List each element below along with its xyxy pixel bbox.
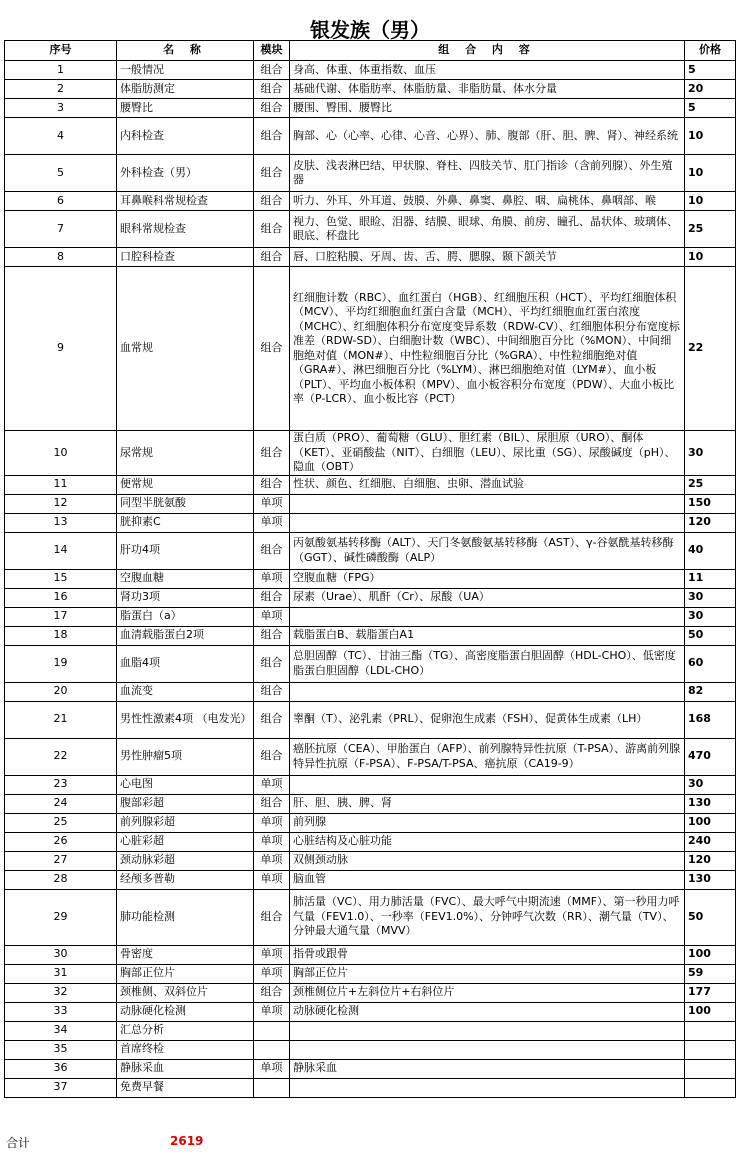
row-price: 30 xyxy=(685,431,736,476)
table-row xyxy=(5,118,736,155)
table-row xyxy=(5,267,736,431)
row-combo: 唇、口腔粘膜、牙周、齿、舌、腭、腮腺、颞下颌关节 xyxy=(290,248,685,267)
row-name: 脂蛋白（a） xyxy=(117,607,254,626)
row-no: 37 xyxy=(5,1078,117,1097)
table-row xyxy=(5,794,736,813)
row-no: 10 xyxy=(5,431,117,476)
row-no: 15 xyxy=(5,569,117,588)
row-price: 30 xyxy=(685,588,736,607)
row-combo: 红细胞计数（RBC）、血红蛋白（HGB）、红细胞压积（HCT）、平均红细胞体积（MCV）、平均红细胞血红蛋白含量（MCH）、平均红细胞血红蛋白浓度（MCHC）、红细胞体积分布宽度变异系数（RDW-CV）、红细胞体积分布宽度标准差（RDW-SD）、白细胞计数（WBC）、中间细胞百分比（%MON）、中间细胞绝对值（MON#）、中性粒细胞百分比（%GRA）、中性粒细胞绝对值（GRA#）、淋巴细胞百分比（%LYM）、淋巴细胞绝对值（LYM#）、血小板（PLT）、平均血小板体积（MPV）、血小板容积分布宽度（PDW）、大血小板比率（P-LCR）、血小板比容（PCT） xyxy=(290,267,685,431)
row-name: 经颅多普勒 xyxy=(117,870,254,889)
row-no: 20 xyxy=(5,682,117,701)
row-no: 2 xyxy=(5,80,117,99)
header-price: 价格 xyxy=(685,41,736,61)
row-module: 组合 xyxy=(254,701,290,738)
table-row xyxy=(5,211,736,248)
row-module: 单项 xyxy=(254,870,290,889)
row-name: 内科检查 xyxy=(117,118,254,155)
row-price: 50 xyxy=(685,626,736,645)
row-module: 组合 xyxy=(254,682,290,701)
row-combo: 心脏结构及心脏功能 xyxy=(290,832,685,851)
table-row xyxy=(5,1021,736,1040)
table-row xyxy=(5,889,736,945)
row-no: 1 xyxy=(5,61,117,80)
row-price: 10 xyxy=(685,118,736,155)
row-combo xyxy=(290,494,685,513)
row-name: 男性肿瘤5项 xyxy=(117,738,254,775)
row-combo: 睾酮（T）、泌乳素（PRL）、促卵泡生成素（FSH）、促黄体生成素（LH） xyxy=(290,701,685,738)
row-price: 20 xyxy=(685,80,736,99)
row-price: 82 xyxy=(685,682,736,701)
table-row xyxy=(5,682,736,701)
row-price: 10 xyxy=(685,248,736,267)
row-name: 血常规 xyxy=(117,267,254,431)
row-module: 单项 xyxy=(254,513,290,532)
row-combo: 肺活量（VC）、用力肺活量（FVC）、最大呼气中期流速（MMF）、第一秒用力呼气量（FEV1.0）、一秒率（FEV1.0%）、分钟呼气次数（RR）、潮气量（TV）、分钟最大通气量（MVV） xyxy=(290,889,685,945)
row-combo: 指骨或跟骨 xyxy=(290,945,685,964)
row-name: 口腔科检查 xyxy=(117,248,254,267)
row-price: 120 xyxy=(685,851,736,870)
table-row xyxy=(5,1059,736,1078)
table-row xyxy=(5,155,736,192)
table-row xyxy=(5,569,736,588)
row-name: 眼科常规检查 xyxy=(117,211,254,248)
row-name: 空腹血糖 xyxy=(117,569,254,588)
header-no: 序号 xyxy=(5,41,117,61)
row-module: 单项 xyxy=(254,964,290,983)
row-no: 22 xyxy=(5,738,117,775)
row-combo xyxy=(290,1040,685,1059)
page-title: 银发族（男） xyxy=(310,18,430,42)
row-module: 组合 xyxy=(254,211,290,248)
row-module: 组合 xyxy=(254,532,290,569)
row-no: 8 xyxy=(5,248,117,267)
row-no: 32 xyxy=(5,983,117,1002)
row-module: 单项 xyxy=(254,832,290,851)
row-price: 100 xyxy=(685,945,736,964)
row-name: 心电图 xyxy=(117,775,254,794)
row-module: 单项 xyxy=(254,813,290,832)
row-module: 组合 xyxy=(254,738,290,775)
table-row xyxy=(5,1040,736,1059)
table-row xyxy=(5,1078,736,1097)
row-price: 60 xyxy=(685,645,736,682)
row-name: 腰臀比 xyxy=(117,99,254,118)
row-module: 组合 xyxy=(254,61,290,80)
row-no: 13 xyxy=(5,513,117,532)
table-header-row xyxy=(5,41,736,61)
row-combo: 丙氨酸氨基转移酶（ALT）、天门冬氨酸氨基转移酶（AST）、γ-谷氨酰基转移酶（GGT）、碱性磷酸酶（ALP） xyxy=(290,532,685,569)
row-combo: 脑血管 xyxy=(290,870,685,889)
package-table xyxy=(4,40,736,1098)
row-name: 颈椎侧、双斜位片 xyxy=(117,983,254,1002)
row-name: 腹部彩超 xyxy=(117,794,254,813)
row-no: 11 xyxy=(5,475,117,494)
row-module: 单项 xyxy=(254,494,290,513)
row-no: 3 xyxy=(5,99,117,118)
row-name: 肺功能检测 xyxy=(117,889,254,945)
row-module: 单项 xyxy=(254,851,290,870)
row-name: 便常规 xyxy=(117,475,254,494)
header-name: 名 称 xyxy=(117,41,254,61)
table-row xyxy=(5,851,736,870)
row-combo: 性状、颜色、红细胞、白细胞、虫卵、潜血试验 xyxy=(290,475,685,494)
row-combo: 蛋白质（PRO）、葡萄糖（GLU）、胆红素（BIL）、尿胆原（URO）、酮体（KET）、亚硝酸盐（NIT）、白细胞（LEU）、尿比重（SG）、尿酸碱度（pH）、隐血（OBT） xyxy=(290,431,685,476)
table-row xyxy=(5,192,736,211)
row-module: 单项 xyxy=(254,569,290,588)
row-combo: 前列腺 xyxy=(290,813,685,832)
row-combo xyxy=(290,607,685,626)
row-name: 肾功3项 xyxy=(117,588,254,607)
table-row xyxy=(5,99,736,118)
row-combo: 视力、色觉、眼睑、泪器、结膜、眼球、角膜、前房、瞳孔、晶状体、玻璃体、眼底、杯盘比 xyxy=(290,211,685,248)
header-module: 模块 xyxy=(254,41,290,61)
row-price: 177 xyxy=(685,983,736,1002)
row-combo: 静脉采血 xyxy=(290,1059,685,1078)
row-module: 组合 xyxy=(254,889,290,945)
row-combo xyxy=(290,682,685,701)
row-combo: 身高、体重、体重指数、血压 xyxy=(290,61,685,80)
row-price: 50 xyxy=(685,889,736,945)
row-price: 22 xyxy=(685,267,736,431)
row-price xyxy=(685,1059,736,1078)
row-module: 单项 xyxy=(254,1002,290,1021)
row-no: 7 xyxy=(5,211,117,248)
row-no: 36 xyxy=(5,1059,117,1078)
row-module: 组合 xyxy=(254,99,290,118)
header-combo: 组 合 内 容 xyxy=(290,41,685,61)
row-no: 30 xyxy=(5,945,117,964)
row-combo: 双侧颈动脉 xyxy=(290,851,685,870)
row-price: 25 xyxy=(685,211,736,248)
table-row xyxy=(5,775,736,794)
row-no: 19 xyxy=(5,645,117,682)
row-price: 168 xyxy=(685,701,736,738)
row-no: 9 xyxy=(5,267,117,431)
row-price: 470 xyxy=(685,738,736,775)
row-combo xyxy=(290,1021,685,1040)
row-price xyxy=(685,1021,736,1040)
row-combo: 胸部、心（心率、心律、心音、心界）、肺、腹部（肝、胆、脾、肾）、神经系统 xyxy=(290,118,685,155)
row-price: 120 xyxy=(685,513,736,532)
row-name: 首席终检 xyxy=(117,1040,254,1059)
row-name: 免费早餐 xyxy=(117,1078,254,1097)
row-module: 单项 xyxy=(254,607,290,626)
row-name: 同型半胱氨酸 xyxy=(117,494,254,513)
row-module: 组合 xyxy=(254,80,290,99)
table-row xyxy=(5,832,736,851)
row-price: 59 xyxy=(685,964,736,983)
row-name: 血脂4项 xyxy=(117,645,254,682)
row-module xyxy=(254,1078,290,1097)
row-no: 23 xyxy=(5,775,117,794)
row-no: 34 xyxy=(5,1021,117,1040)
row-price: 240 xyxy=(685,832,736,851)
row-name: 骨密度 xyxy=(117,945,254,964)
row-name: 心脏彩超 xyxy=(117,832,254,851)
row-combo: 总胆固醇（TC）、甘油三酯（TG）、高密度脂蛋白胆固醇（HDL-CHO）、低密度脂蛋白胆固醇（LDL-CHO） xyxy=(290,645,685,682)
table-row xyxy=(5,983,736,1002)
row-no: 26 xyxy=(5,832,117,851)
row-price: 5 xyxy=(685,99,736,118)
row-combo: 胸部正位片 xyxy=(290,964,685,983)
row-name: 尿常规 xyxy=(117,431,254,476)
row-module: 组合 xyxy=(254,267,290,431)
row-name: 外科检查（男） xyxy=(117,155,254,192)
row-module xyxy=(254,1021,290,1040)
row-module: 组合 xyxy=(254,794,290,813)
table-row xyxy=(5,964,736,983)
row-no: 6 xyxy=(5,192,117,211)
row-combo xyxy=(290,775,685,794)
row-price: 10 xyxy=(685,192,736,211)
table-row xyxy=(5,813,736,832)
row-module: 组合 xyxy=(254,475,290,494)
row-no: 4 xyxy=(5,118,117,155)
table-body xyxy=(5,61,736,1098)
row-name: 体脂肪测定 xyxy=(117,80,254,99)
table-row xyxy=(5,475,736,494)
row-name: 肝功4项 xyxy=(117,532,254,569)
total-label: 合计 xyxy=(6,1136,31,1150)
table-row xyxy=(5,945,736,964)
table-row xyxy=(5,701,736,738)
row-combo: 尿素（Urae）、肌酐（Cr）、尿酸（UA） xyxy=(290,588,685,607)
row-price: 100 xyxy=(685,813,736,832)
row-price: 130 xyxy=(685,794,736,813)
row-no: 16 xyxy=(5,588,117,607)
row-combo: 癌胚抗原（CEA）、甲胎蛋白（AFP）、前列腺特异性抗原（T-PSA）、游离前列腺特异性抗原（F-PSA）、F-PSA/T-PSA、癌抗原（CA19-9） xyxy=(290,738,685,775)
row-price: 25 xyxy=(685,475,736,494)
row-combo: 载脂蛋白B、载脂蛋白A1 xyxy=(290,626,685,645)
row-name: 胸部正位片 xyxy=(117,964,254,983)
row-module: 组合 xyxy=(254,983,290,1002)
table-row xyxy=(5,607,736,626)
row-no: 33 xyxy=(5,1002,117,1021)
row-price xyxy=(685,1040,736,1059)
row-name: 血流变 xyxy=(117,682,254,701)
row-no: 12 xyxy=(5,494,117,513)
row-combo: 基础代谢、体脂肪率、体脂肪量、非脂肪量、体水分量 xyxy=(290,80,685,99)
row-module: 单项 xyxy=(254,775,290,794)
row-combo: 动脉硬化检测 xyxy=(290,1002,685,1021)
row-price: 10 xyxy=(685,155,736,192)
row-combo: 听力、外耳、外耳道、鼓膜、外鼻、鼻窦、鼻腔、咽、扁桃体、鼻咽部、喉 xyxy=(290,192,685,211)
row-module: 组合 xyxy=(254,155,290,192)
table-row xyxy=(5,588,736,607)
row-name: 男性性激素4项 （电发光） xyxy=(117,701,254,738)
row-combo xyxy=(290,513,685,532)
row-no: 28 xyxy=(5,870,117,889)
table-row xyxy=(5,645,736,682)
table-row xyxy=(5,494,736,513)
row-price: 30 xyxy=(685,607,736,626)
row-no: 27 xyxy=(5,851,117,870)
row-name: 胱抑素C xyxy=(117,513,254,532)
row-module: 组合 xyxy=(254,645,290,682)
row-price: 130 xyxy=(685,870,736,889)
row-name: 耳鼻喉科常规检查 xyxy=(117,192,254,211)
table-row xyxy=(5,61,736,80)
row-module: 单项 xyxy=(254,1059,290,1078)
row-combo: 皮肤、浅表淋巴结、甲状腺、脊柱、四肢关节、肛门指诊（含前列腺）、外生殖器 xyxy=(290,155,685,192)
row-module: 组合 xyxy=(254,626,290,645)
row-no: 17 xyxy=(5,607,117,626)
row-name: 颈动脉彩超 xyxy=(117,851,254,870)
row-no: 25 xyxy=(5,813,117,832)
table-row xyxy=(5,626,736,645)
row-no: 24 xyxy=(5,794,117,813)
row-name: 前列腺彩超 xyxy=(117,813,254,832)
row-combo xyxy=(290,1078,685,1097)
row-no: 35 xyxy=(5,1040,117,1059)
row-combo: 腰围、臀围、腰臀比 xyxy=(290,99,685,118)
table-row xyxy=(5,248,736,267)
row-module: 组合 xyxy=(254,431,290,476)
row-no: 5 xyxy=(5,155,117,192)
row-no: 21 xyxy=(5,701,117,738)
row-price xyxy=(685,1078,736,1097)
row-module: 组合 xyxy=(254,118,290,155)
table-row xyxy=(5,80,736,99)
table-row xyxy=(5,1002,736,1021)
total-value: 2619 xyxy=(170,1134,204,1148)
row-price: 100 xyxy=(685,1002,736,1021)
row-name: 动脉硬化检测 xyxy=(117,1002,254,1021)
row-no: 29 xyxy=(5,889,117,945)
row-module xyxy=(254,1040,290,1059)
row-no: 18 xyxy=(5,626,117,645)
row-price: 150 xyxy=(685,494,736,513)
table-row xyxy=(5,870,736,889)
row-price: 30 xyxy=(685,775,736,794)
row-price: 5 xyxy=(685,61,736,80)
table-row xyxy=(5,513,736,532)
row-name: 静脉采血 xyxy=(117,1059,254,1078)
row-name: 一般情况 xyxy=(117,61,254,80)
row-no: 31 xyxy=(5,964,117,983)
row-module: 单项 xyxy=(254,945,290,964)
row-no: 14 xyxy=(5,532,117,569)
table-row xyxy=(5,738,736,775)
row-module: 组合 xyxy=(254,588,290,607)
row-name: 汇总分析 xyxy=(117,1021,254,1040)
row-price: 40 xyxy=(685,532,736,569)
row-name: 血清载脂蛋白2项 xyxy=(117,626,254,645)
table-row xyxy=(5,532,736,569)
row-module: 组合 xyxy=(254,192,290,211)
row-module: 组合 xyxy=(254,248,290,267)
row-combo: 空腹血糖（FPG） xyxy=(290,569,685,588)
row-combo: 肝、胆、胰、脾、肾 xyxy=(290,794,685,813)
table-row xyxy=(5,431,736,476)
row-combo: 颈椎侧位片+左斜位片+右斜位片 xyxy=(290,983,685,1002)
row-price: 11 xyxy=(685,569,736,588)
